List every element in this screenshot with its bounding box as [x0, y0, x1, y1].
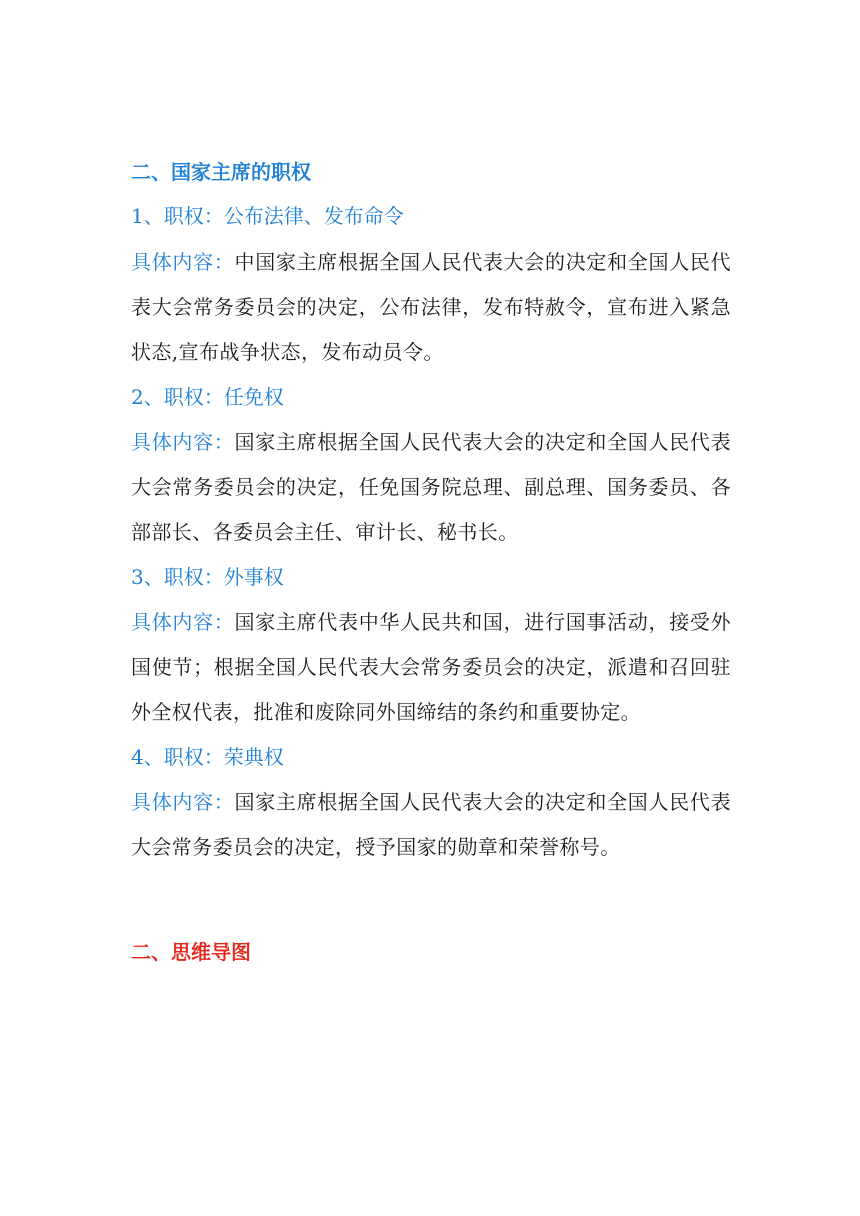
item-content-1: 中国家主席根据全国人民代表大会的决定和全国人民代表大会常务委员会的决定，公布法律，发布特赦令，宣布进入紧急状态,宣布战争状态，发布动员令。 — [131, 250, 731, 364]
item-label-3: 具体内容： — [131, 610, 235, 634]
item-content-3: 国家主席代表中华人民共和国，进行国事活动，接受外国使节；根据全国人民代表大会常务委员会的决定，派遣和召回驻外全权代表，批准和废除同外国缔结的条约和重要协定。 — [131, 610, 731, 724]
item-label-1: 具体内容： — [131, 250, 235, 274]
item-title-3: 3、职权：外事权 — [131, 565, 284, 589]
item-content-2: 国家主席根据全国人民代表大会的决定和全国人民代表大会常务委员会的决定，任免国务院总理、副总理、国务委员、各部部长、各委员会主任、审计长、秘书长。 — [131, 430, 731, 544]
section-heading-powers: 二、国家主席的职权 — [131, 160, 311, 184]
item-paragraph-3 — [131, 600, 731, 735]
item-label-4: 具体内容： — [131, 790, 235, 814]
item-paragraph-2 — [131, 420, 731, 555]
item-paragraph-4 — [131, 780, 731, 870]
item-paragraph-1 — [131, 240, 731, 375]
section-heading-mindmap: 二、思维导图 — [131, 940, 251, 964]
item-label-2: 具体内容： — [131, 430, 235, 454]
item-title-4: 4、职权：荣典权 — [131, 745, 284, 769]
item-title-1: 1、职权：公布法律、发布命令 — [131, 204, 404, 228]
item-content-4: 国家主席根据全国人民代表大会的决定和全国人民代表大会常务委员会的决定，授予国家的勋章和荣誉称号。 — [131, 790, 731, 859]
item-title-2: 2、职权：任免权 — [131, 385, 284, 409]
